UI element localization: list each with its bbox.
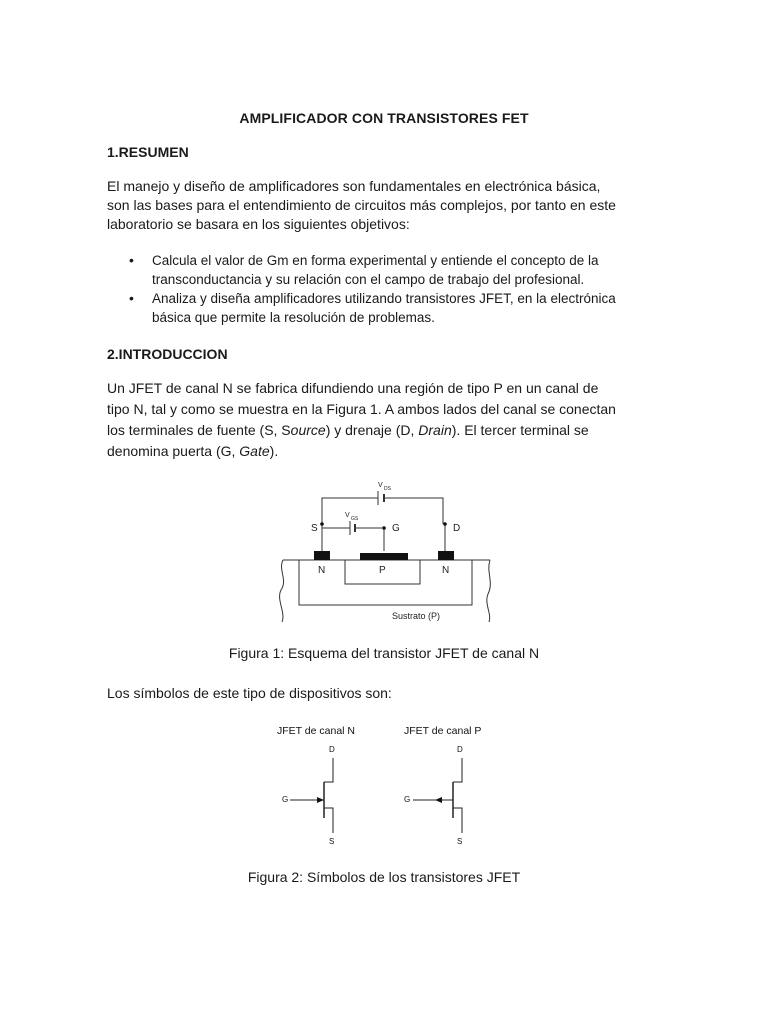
- paragraph-line: Un JFET de canal N se fabrica difundiendo una región de tipo P en un canal de: [107, 380, 599, 396]
- list-item: [107, 251, 667, 289]
- n-label-g: G: [282, 795, 289, 804]
- figure-2-caption: Figura 2: Símbolos de los transistores JFET: [247, 869, 521, 885]
- figure-2-jfet-symbols: [270, 720, 500, 850]
- text-run: ) y drenaje (D,: [325, 422, 419, 438]
- italic-term-source: ource: [290, 422, 326, 438]
- list-item-line: Calcula el valor de Gm en forma experimental y entiende el concepto de la: [152, 253, 599, 268]
- label-vds-sub: DS: [384, 486, 391, 492]
- bullet-icon: •: [129, 252, 134, 268]
- paragraph-line: laboratorio se basara en los siguientes objetivos:: [107, 216, 410, 232]
- resumen-paragraph: [107, 177, 667, 234]
- paragraph-line: [107, 441, 667, 462]
- p-label-g: G: [404, 795, 411, 804]
- p-channel-title: JFET de canal P: [404, 725, 482, 737]
- label-vds: V: [378, 482, 383, 489]
- text-run: los terminales de fuente (S, S: [107, 422, 291, 438]
- list-item: [107, 289, 667, 327]
- label-p: P: [379, 565, 386, 576]
- section-heading-resumen: 1.RESUMEN: [107, 144, 189, 160]
- p-channel-symbol: [413, 758, 462, 833]
- paragraph-line: tipo N, tal y como se muestra en la Figura 1. A ambos lados del canal se conectan: [107, 401, 616, 417]
- label-vgs: V: [345, 512, 350, 519]
- document-title: AMPLIFICADOR CON TRANSISTORES FET: [239, 110, 529, 126]
- introduccion-paragraph: [107, 378, 667, 462]
- section-heading-introduccion: 2.INTRODUCCION: [107, 346, 228, 362]
- n-label-s: S: [329, 837, 335, 846]
- label-d: D: [453, 523, 461, 534]
- label-g: G: [392, 523, 400, 534]
- paragraph-line: son las bases para el entendimiento de circuitos más complejos, por tanto en este: [107, 197, 616, 213]
- p-label-s: S: [457, 837, 463, 846]
- text-run: ). El tercer terminal se: [451, 422, 589, 438]
- italic-term-gate: Gate: [239, 443, 270, 459]
- paragraph-line: El manejo y diseño de amplificadores son fundamentales en electrónica básica,: [107, 178, 601, 194]
- n-channel-title: JFET de canal N: [277, 725, 356, 737]
- bullet-icon: •: [129, 290, 134, 306]
- list-item-line: básica que permite la resolución de problemas.: [152, 310, 435, 325]
- n-label-d: D: [329, 745, 335, 754]
- n-channel-symbol: [290, 758, 333, 833]
- label-s: S: [311, 523, 318, 534]
- label-substrate: Sustrato (P): [392, 611, 441, 621]
- figure-1-caption: Figura 1: Esquema del transistor JFET de canal N: [228, 645, 540, 661]
- label-n-left: N: [318, 565, 326, 576]
- p-arrow-icon: [435, 797, 442, 803]
- text-run: ).: [269, 443, 279, 459]
- paragraph-line: [107, 420, 667, 441]
- italic-term-drain: Drain: [418, 422, 452, 438]
- label-vgs-sub: GS: [351, 516, 359, 522]
- list-item-line: Analiza y diseña amplificadores utilizando transistores JFET, en la electrónica: [152, 291, 616, 306]
- figure-1-jfet-diagram: [270, 478, 500, 628]
- p-label-d: D: [457, 745, 463, 754]
- n-arrow-icon: [317, 797, 324, 803]
- objectives-list: [107, 251, 667, 327]
- symbols-intro: Los símbolos de este tipo de dispositivos son:: [107, 685, 392, 701]
- label-n-right: N: [442, 565, 450, 576]
- list-item-line: transconductancia y su relación con el campo de trabajo del profesional.: [152, 272, 585, 287]
- text-run: denomina puerta (G,: [107, 443, 240, 459]
